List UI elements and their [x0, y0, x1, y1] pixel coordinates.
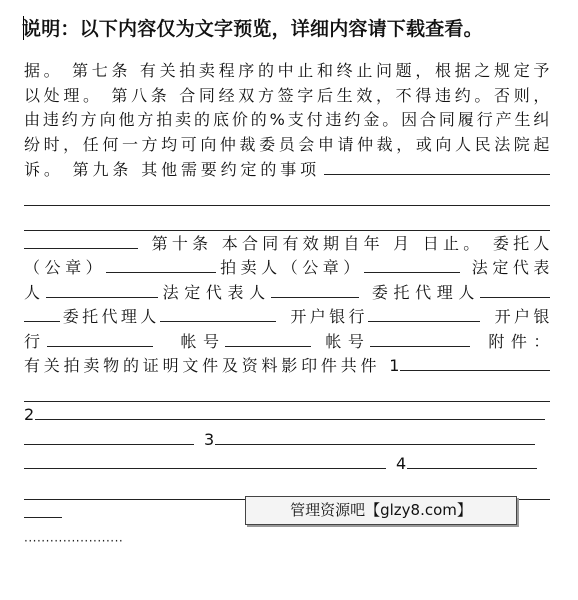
fill-blank: [364, 255, 460, 273]
fill-blank: [47, 329, 153, 347]
text-line: 据。 第七条 有关拍卖程序的中止和终止问题，根据之规定予: [24, 61, 550, 80]
attachment-item-3: 3: [204, 429, 215, 449]
fill-blank: [24, 500, 62, 518]
label-bank: 开户银行: [287, 307, 368, 326]
fill-blank: [225, 329, 311, 347]
fill-blank: [46, 280, 158, 298]
fill-line: [24, 378, 550, 403]
label-person: 人: [24, 282, 46, 302]
label-auctioneer-seal: 拍卖人（公章）: [216, 258, 364, 277]
label-legal-rep: 法定代表: [467, 258, 550, 277]
fill-blank: [215, 427, 535, 445]
fill-blank: [324, 157, 550, 175]
text-line: 由违约方向他方拍卖的底价的%支付违约金。因合同履行产生纠: [24, 110, 550, 129]
text-line: 以处理。 第八条 合同经双方签字后生效，不得违约。否则，: [24, 85, 550, 105]
label-bank: 开户银: [491, 307, 550, 326]
fill-line: [24, 182, 550, 207]
fill-blank: [24, 304, 60, 322]
text-line: [24, 402, 550, 427]
attachment-item-2: 2: [24, 405, 35, 424]
fill-blank: [35, 402, 545, 420]
contract-text: [24, 59, 550, 525]
text-line: [24, 255, 550, 280]
fill-blank: [160, 304, 276, 322]
text-line: [24, 280, 550, 305]
fill-blank: [24, 231, 138, 249]
fill-blank: [400, 353, 550, 371]
fill-blank: [106, 255, 216, 273]
label-account: 帐号: [174, 331, 226, 351]
attachment-item-4: 4: [396, 454, 407, 473]
label-legal-rep: 法定代表人: [157, 282, 271, 302]
dotted-leader: ·······················: [24, 534, 124, 548]
text-line: [24, 304, 550, 329]
label-account: 帐号: [319, 331, 371, 351]
text-line: [24, 157, 550, 182]
text-line: [24, 427, 550, 452]
fill-blank: [480, 280, 550, 298]
article-10: 第十条 本合同有效期自年 月 日止。 委托人: [148, 233, 550, 253]
label-bank-cont: 行: [24, 331, 47, 351]
fill-blank: [271, 280, 359, 298]
label-seal: （公章）: [24, 258, 107, 277]
text-line: [24, 329, 550, 354]
label-agent: 委托代理人: [366, 282, 480, 302]
text-line: [24, 231, 550, 256]
fill-blank: [407, 451, 537, 469]
fill-blank: [370, 329, 470, 347]
preview-notice: 说明：以下内容仅为文字预览，详细内容请下载查看。: [22, 18, 483, 40]
fill-line: [24, 206, 550, 231]
text-line: [24, 353, 550, 378]
fill-blank: [368, 304, 480, 322]
label-attachment: 附件：: [482, 331, 550, 351]
article-9: 诉。 第九条 其他需要约定的事项: [24, 160, 320, 179]
fill-blank: [24, 451, 386, 469]
watermark-banner: 管理资源吧【glzy8.com】: [245, 496, 517, 525]
attachment-item-1: 有关拍卖物的证明文件及资料影印件共件 1: [24, 356, 400, 375]
fill-blank: [24, 427, 194, 445]
text-line: 纷时，任何一方均可向仲裁委员会申请仲裁，或向人民法院起: [24, 134, 550, 154]
text-line: [24, 451, 550, 476]
label-agent: 委托代理人: [60, 307, 160, 326]
